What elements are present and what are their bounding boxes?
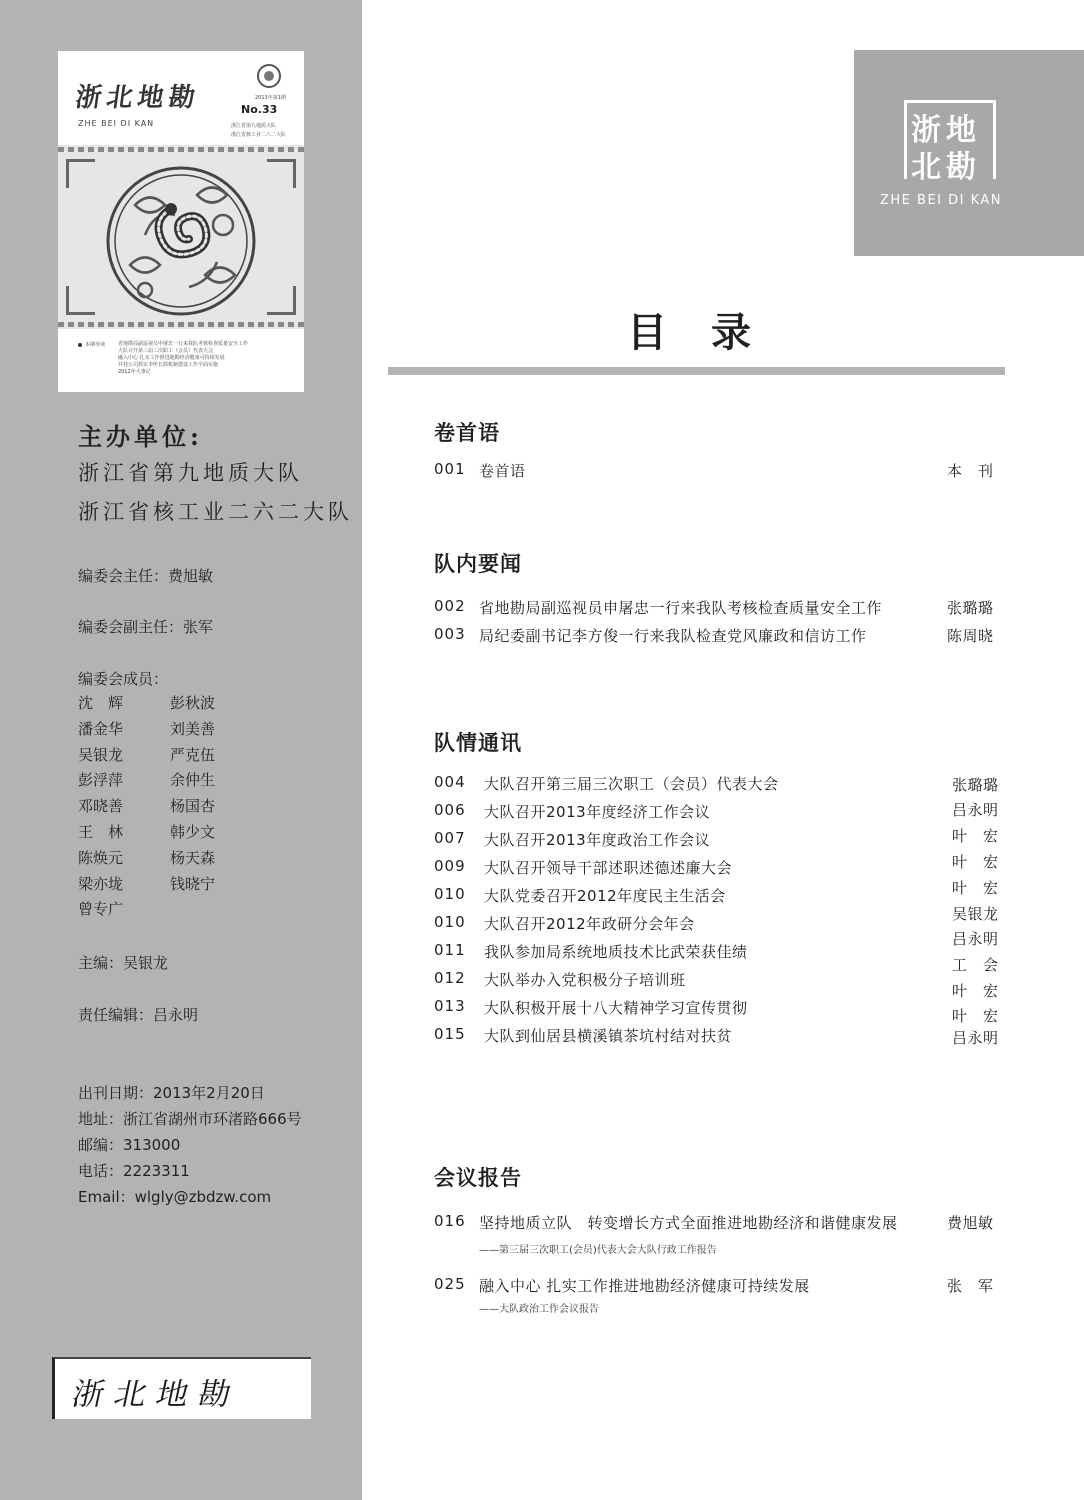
member-name: 余仲生: [170, 771, 216, 790]
page-number: 010: [434, 913, 466, 931]
member-name: 吴银龙: [78, 745, 124, 764]
author: 本 刊: [947, 462, 994, 480]
author: 工 会: [952, 956, 999, 974]
article-title: 大队召开2013年度经济工作会议: [484, 803, 711, 821]
article-title: 大队召开2013年度政治工作会议: [484, 831, 711, 849]
cover-pinyin: ZHE BEI DI KAN: [78, 119, 155, 128]
page-number: 025: [434, 1275, 466, 1293]
cover-guide-line: 2012年大事记: [118, 369, 151, 375]
article-title: 局纪委副书记李方俊一行来我队检查党风廉政和信访工作: [479, 627, 867, 645]
sponsor-name: 浙江省第九地质大队: [78, 461, 303, 485]
sponsor-label: 主办单位:: [78, 422, 203, 451]
member-row: [78, 822, 262, 848]
member-name: 严克伍: [170, 745, 216, 764]
page-number: 015: [434, 1025, 466, 1043]
magazine-logo: [854, 50, 1084, 256]
publication-date: 出刊日期：2013年2月20日: [78, 1084, 265, 1102]
cover-thumbnail[interactable]: [58, 51, 304, 392]
emblem-icon: [257, 64, 281, 88]
editorial-director: 编委会主任：费旭敏: [78, 567, 214, 585]
article-title: 大队到仙居县横溪镇茶坑村结对扶贫: [484, 1027, 733, 1045]
page-number: 016: [434, 1212, 466, 1230]
author: 吕永明: [952, 801, 999, 819]
member-name: 韩少文: [170, 822, 216, 841]
member-name: 沈 辉: [78, 694, 124, 712]
article-title: 卷首语: [479, 462, 526, 480]
toc-entry[interactable]: [434, 1275, 1000, 1297]
signature-text: 浙北地勘: [68, 1375, 245, 1412]
toc-entry[interactable]: [434, 982, 1000, 1019]
author: 吴银龙: [952, 905, 999, 923]
cover-org-line: 浙江省第九地质大队: [231, 123, 277, 129]
member-name: 彭浮萍: [78, 771, 124, 790]
sponsor-name: 浙江省核工业二六二大队: [78, 500, 353, 524]
cover-issue-date: 2013年第1期: [255, 95, 286, 101]
member-row: [78, 745, 262, 771]
postcode: 邮编：313000: [78, 1136, 181, 1154]
page-number: 013: [434, 997, 466, 1015]
member-name: 潘金华: [78, 719, 124, 738]
article-title: 我队参加局系统地质技术比武荣获佳绩: [484, 943, 748, 961]
toc-entry[interactable]: [434, 460, 1000, 482]
toc-title: 目录: [627, 310, 795, 356]
cover-title: 浙北地勘: [73, 83, 202, 113]
cover-guide-line: 大队召开第三届三次职工（会员）代表大会: [118, 348, 214, 354]
toc-entry[interactable]: [434, 956, 1000, 991]
calligraphy-signature: [52, 1357, 311, 1419]
toc-entry[interactable]: [434, 853, 1000, 879]
article-title: 大队积极开展十八大精神学习宣传贯彻: [484, 999, 748, 1017]
author: 叶 宏: [952, 982, 999, 1000]
email: Email：wlgly@zbdzw.com: [78, 1188, 272, 1206]
member-row: [78, 848, 262, 874]
page-number: 007: [434, 829, 466, 847]
article-title: 大队召开领导干部述职述德述廉大会: [484, 859, 733, 877]
toc-entry[interactable]: [434, 625, 1000, 647]
member-name: 刘美善: [170, 719, 216, 738]
article-title: 省地勘局副巡视员申屠忠一行来我队考核检查质量安全工作: [479, 599, 883, 617]
toc-entry: [434, 1027, 1000, 1049]
page-number: 011: [434, 941, 466, 959]
member-name: 梁亦垅: [78, 874, 124, 893]
cover-guide-label: 本期导读: [78, 341, 105, 348]
page-number: 012: [434, 969, 466, 987]
section-title: 队情通讯: [434, 731, 522, 755]
toc-entry[interactable]: [434, 829, 1000, 851]
logo-char: 勘: [946, 150, 976, 185]
cover-guide-line: 井巷公司抓实李传长抓机制建设工作全面实施: [118, 362, 219, 368]
cover-guide-line: 省地勘局副巡视员申屠忠一行来我队考核检查质量安全工作: [118, 341, 249, 347]
member-name: 杨天森: [170, 848, 216, 867]
article-title: 大队举办入党积极分子培训班: [484, 971, 686, 989]
cover-org-line: 浙江省核工业二六二大队: [231, 132, 287, 138]
corner-ornament-icon: [267, 159, 296, 188]
author: 叶 宏: [952, 827, 999, 845]
section-title: 队内要闻: [434, 552, 522, 576]
page-number: 003: [434, 625, 466, 643]
member-row: [78, 693, 262, 719]
member-name: 彭秋波: [170, 694, 216, 712]
toc-entry[interactable]: [434, 879, 1000, 907]
page-number: 002: [434, 597, 466, 615]
author: 张 军: [947, 1277, 994, 1295]
toc-entry[interactable]: [434, 773, 1000, 795]
logo-char: 地: [946, 113, 976, 148]
responsible-editor: 责任编辑：吕永明: [78, 1006, 199, 1024]
chief-editor: 主编：吴银龙: [78, 954, 169, 972]
author: 张璐璐: [947, 599, 994, 617]
author: 张璐璐: [952, 776, 999, 794]
toc-entry[interactable]: [434, 930, 1000, 963]
editorial-deputy: 编委会副主任：张军: [78, 618, 214, 636]
author: 叶 宏: [952, 853, 999, 871]
article-subtitle: ——大队政治工作会议报告: [479, 1304, 599, 1315]
article-title: 大队召开2012年政研分会年会: [484, 915, 695, 933]
author: 陈周晓: [947, 627, 994, 645]
article-title: 融入中心 扎实工作推进地勘经济健康可持续发展: [479, 1277, 810, 1295]
cover-artwork-band: [58, 145, 304, 329]
member-row: [78, 874, 262, 900]
section-title: 会议报告: [434, 1166, 522, 1190]
member-name: 杨国杏: [170, 797, 216, 816]
member-row: [78, 719, 262, 745]
article-title: 坚持地质立队 转变增长方式全面推进地勘经济和谐健康发展: [479, 1214, 898, 1232]
snake-papercut-icon: [105, 165, 257, 317]
page-number: 010: [434, 885, 466, 903]
cover-guide: [118, 341, 248, 376]
toc-divider: [388, 367, 1005, 375]
logo-char: 北: [911, 150, 941, 185]
cover-guide-line: 融入中心 扎实工作推进地勘经济健康可持续发展: [118, 355, 225, 361]
page-number: 001: [434, 460, 466, 478]
toc-entry[interactable]: [434, 1212, 1000, 1234]
toc-entry[interactable]: [434, 905, 1000, 935]
member-name: 陈焕元: [78, 848, 124, 867]
author: 费旭敏: [947, 1214, 994, 1232]
logo-char: 浙: [911, 113, 941, 148]
corner-ornament-icon: [66, 286, 95, 315]
phone: 电话：2223311: [78, 1162, 190, 1180]
corner-ornament-icon: [267, 286, 296, 315]
author: 叶 宏: [952, 1007, 999, 1025]
address: 地址：浙江省湖州市环渚路666号: [78, 1110, 302, 1128]
member-row: [78, 770, 262, 796]
cover-issue-number: No.33: [241, 103, 278, 116]
toc-entry[interactable]: [434, 801, 1000, 823]
member-list: [78, 693, 262, 925]
member-name: 钱晓宁: [170, 874, 216, 893]
author: 吕永明: [952, 930, 999, 948]
cover-org: [231, 122, 286, 140]
member-name: 邓晓善: [78, 797, 124, 816]
author: 吕永明: [952, 1029, 999, 1047]
toc-entry[interactable]: [434, 597, 1000, 619]
corner-ornament-icon: [66, 159, 95, 188]
section-title: 卷首语: [434, 421, 500, 445]
page-number: 004: [434, 773, 466, 791]
article-subtitle: ——第三届三次职工(会员)代表大会大队行政工作报告: [479, 1245, 717, 1256]
article-title: 大队召开第三届三次职工（会员）代表大会: [484, 775, 779, 793]
author: 叶 宏: [952, 879, 999, 897]
member-row: [78, 796, 262, 822]
sidebar: [0, 0, 362, 1500]
members-label: 编委会成员：: [78, 670, 169, 688]
logo-pinyin: ZHE BEI DI KAN: [880, 193, 1003, 208]
page-number: 009: [434, 857, 466, 875]
member-name: 曾专广: [78, 900, 124, 919]
page-number: 006: [434, 801, 466, 819]
article-title: 大队党委召开2012年度民主生活会: [484, 887, 726, 905]
member-name: 王 林: [78, 822, 124, 841]
member-row: [78, 899, 262, 925]
